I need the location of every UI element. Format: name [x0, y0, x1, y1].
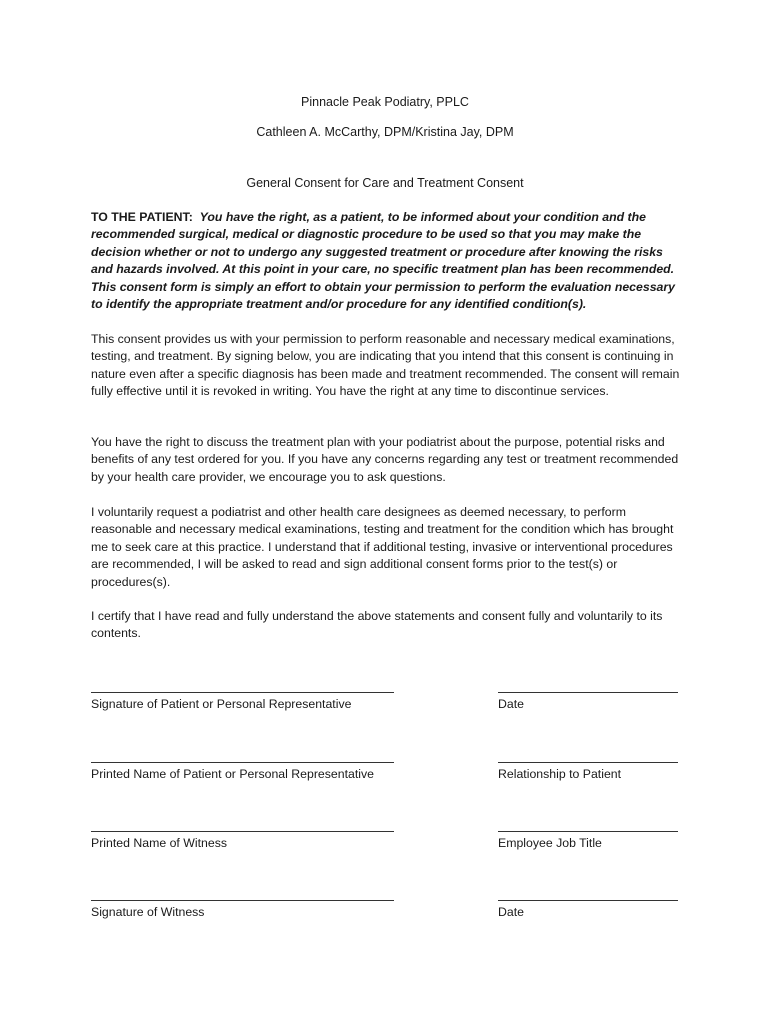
witness-signature-label: Signature of Witness [91, 905, 205, 919]
job-title-line[interactable] [498, 831, 678, 832]
practice-name: Pinnacle Peak Podiatry, PPLC [301, 95, 469, 109]
witness-signature-line[interactable] [91, 900, 394, 901]
consent-paragraph-3: I voluntarily request a podiatrist and other health care designees as deemed necessary, to perform reasonable and necessary medical examinations, testing and treatment for the condition which has brought me to seek care at this practice. I understand that if additional testing, invasive or interventional procedures are recommended, I will be asked to read and sign additional consent forms prior to the test(s) or procedures(s). [91, 505, 674, 589]
printed-witness-name-line[interactable] [91, 831, 394, 832]
patient-date-line[interactable] [498, 692, 678, 693]
job-title-label: Employee Job Title [498, 836, 602, 850]
printed-patient-name-label: Printed Name of Patient or Personal Representative [91, 767, 374, 781]
printed-patient-name-line[interactable] [91, 762, 394, 763]
consent-paragraph-1: This consent provides us with your permission to perform reasonable and necessary medical examinations, testing, and treatment. By signing below, you are indicating that you intend that this consent is continuing in nature even after a specific diagnosis has been made and treatment recommended. The consent will remain fully effective until it is revoked in writing. You have the right at any time to discontinue services. [91, 332, 680, 399]
patient-signature-line[interactable] [91, 692, 394, 693]
relationship-line[interactable] [498, 762, 678, 763]
consent-paragraph-2: You have the right to discuss the treatment plan with your podiatrist about the purpose, potential risks and benefits of any test ordered for you. If you have any concerns regarding any test or treatment recommended by your health care provider, we encourage you to ask questions. [91, 435, 679, 484]
patient-rights-notice [91, 209, 681, 313]
notice-body: You have the right, as a patient, to be informed about your condition and the recommended surgical, medical or diagnostic procedure to be used so that you may make the decision whether or not to undergo any suggested treatment or procedure after knowing the risks and hazards involved. At this point in your care, no specific treatment plan has been recommended. This consent form is simply an effort to obtain your permission to perform the evaluation necessary to identify the appropriate treatment and/or procedure for any identified condition(s). [91, 210, 676, 312]
patient-signature-label: Signature of Patient or Personal Representative [91, 697, 352, 711]
witness-date-label: Date [498, 905, 524, 919]
certification-paragraph: I certify that I have read and fully understand the above statements and consent fully and voluntarily to its contents. [91, 609, 663, 641]
relationship-label: Relationship to Patient [498, 767, 622, 781]
doctors-line: Cathleen A. McCarthy, DPM/Kristina Jay, DPM [256, 125, 514, 139]
patient-date-label: Date [498, 697, 524, 711]
form-title: General Consent for Care and Treatment Consent [246, 176, 524, 190]
notice-lead: TO THE PATIENT: [91, 210, 193, 224]
witness-date-line[interactable] [498, 900, 678, 901]
printed-witness-name-label: Printed Name of Witness [91, 836, 227, 850]
